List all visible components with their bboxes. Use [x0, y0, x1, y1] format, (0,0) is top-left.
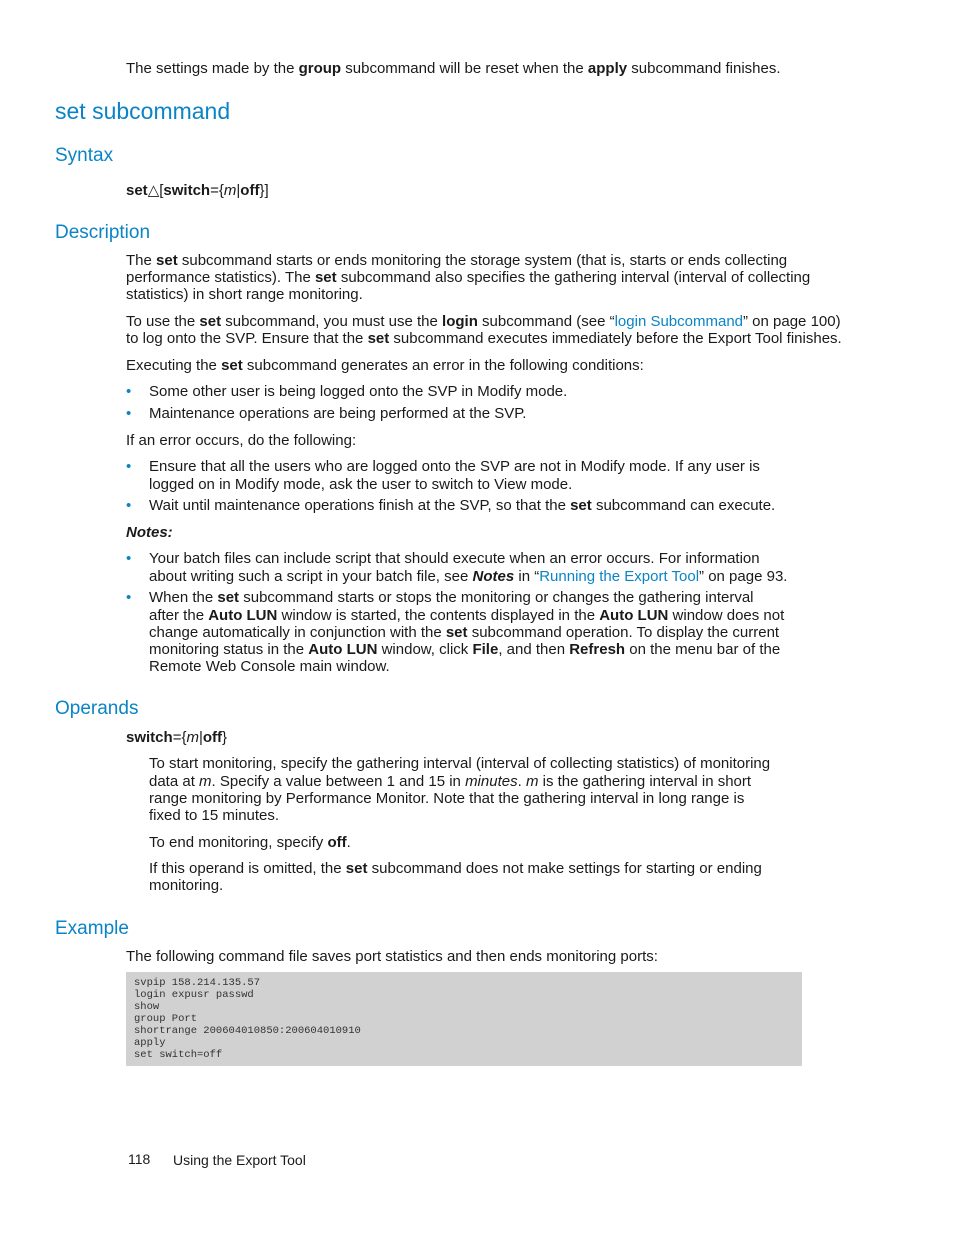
bullet-icon: •	[126, 497, 132, 514]
notes-label: Notes:	[126, 524, 173, 541]
note-item-continued: after the Auto LUN window is started, the contents displayed in the Auto LUN window does not	[149, 607, 785, 624]
operands-para3-line2: monitoring.	[149, 877, 224, 894]
login-subcommand-link[interactable]: login Subcommand	[614, 313, 744, 330]
operands-heading: Operands	[55, 698, 139, 719]
page-number: 118	[128, 1151, 151, 1167]
code-line: show	[134, 1001, 160, 1013]
operands-para2: To end monitoring, specify off.	[149, 834, 351, 851]
bullet-icon: •	[126, 405, 132, 422]
operands-para1-line3: range monitoring by Performance Monitor. Note that the gathering interval in long range is	[149, 790, 745, 807]
description-para2-line2: to log onto the SVP. Ensure that the set subcommand executes immediately before the Export Tool finishes.	[126, 330, 842, 347]
note-item-continued: monitoring status in the Auto LUN window, click File, and then Refresh on the menu bar of the	[149, 641, 781, 658]
operands-para1-line1: To start monitoring, specify the gathering interval (interval of collecting statistics) of monitoring	[149, 755, 771, 772]
code-line: set switch=off	[134, 1049, 223, 1061]
note-item: When the set subcommand starts or stops the monitoring or changes the gathering interval	[149, 589, 754, 606]
code-line: login expusr passwd	[134, 989, 254, 1001]
code-block	[126, 972, 802, 1066]
operands-para1-line4: fixed to 15 minutes.	[149, 807, 280, 824]
operand-switch: switch={m|off}	[126, 729, 228, 746]
list-item: Ensure that all the users who are logged onto the SVP are not in Modify mode. If any user is	[149, 458, 760, 475]
running-export-tool-link[interactable]: Running the Export Tool	[539, 568, 700, 585]
bullet-icon: •	[126, 589, 132, 606]
note-item: Your batch files can include script that should execute when an error occurs. For information	[149, 550, 760, 567]
example-heading: Example	[55, 918, 129, 939]
triangle-space-icon: △	[147, 182, 160, 199]
syntax-line: set△[switch={m|off}]	[126, 182, 269, 199]
operands-para3-line1: If this operand is omitted, the set subcommand does not make settings for starting or ending	[149, 860, 762, 877]
description-para2-line1: To use the set subcommand, you must use the login subcommand (see “login Subcommand” on page 100)	[126, 313, 841, 330]
page-title: set subcommand	[55, 98, 231, 124]
bullet-icon: •	[126, 383, 132, 400]
bullet-icon: •	[126, 550, 132, 567]
list-item: Some other user is being logged onto the SVP in Modify mode.	[149, 383, 568, 400]
code-line: apply	[134, 1037, 166, 1049]
footer-section-title: Using the Export Tool	[173, 1152, 306, 1168]
syntax-heading: Syntax	[55, 145, 114, 166]
intro-paragraph: The settings made by the group subcommand will be reset when the apply subcommand finishes.	[126, 60, 781, 77]
code-line: svpip 158.214.135.57	[134, 977, 261, 989]
list-item-continued: logged on in Modify mode, ask the user to switch to View mode.	[149, 476, 573, 493]
code-line: group Port	[134, 1013, 198, 1025]
note-item-continued: Remote Web Console main window.	[149, 658, 390, 675]
list-item: Wait until maintenance operations finish at the SVP, so that the set subcommand can execute.	[149, 497, 776, 514]
bullet-icon: •	[126, 458, 132, 475]
description-para1-line3: statistics) in short range monitoring.	[126, 286, 363, 303]
code-line: shortrange 200604010850:200604010910	[134, 1025, 361, 1037]
note-item-continued: about writing such a script in your batch file, see Notes in “Running the Export Tool” on page 93.	[149, 568, 788, 585]
description-para4: If an error occurs, do the following:	[126, 432, 357, 449]
description-para1-line2: performance statistics). The set subcommand also specifies the gathering interval (interval of collecting	[126, 269, 811, 286]
example-intro: The following command file saves port statistics and then ends monitoring ports:	[126, 948, 658, 965]
description-para3: Executing the set subcommand generates an error in the following conditions:	[126, 357, 644, 374]
description-para1-line1: The set subcommand starts or ends monitoring the storage system (that is, starts or ends collecting	[126, 252, 788, 269]
description-heading: Description	[55, 222, 151, 243]
note-item-continued: change automatically in conjunction with the set subcommand operation. To display the current	[149, 624, 780, 641]
list-item: Maintenance operations are being performed at the SVP.	[149, 405, 527, 422]
operands-para1-line2: data at m. Specify a value between 1 and 15 in minutes. m is the gathering interval in short	[149, 773, 752, 790]
